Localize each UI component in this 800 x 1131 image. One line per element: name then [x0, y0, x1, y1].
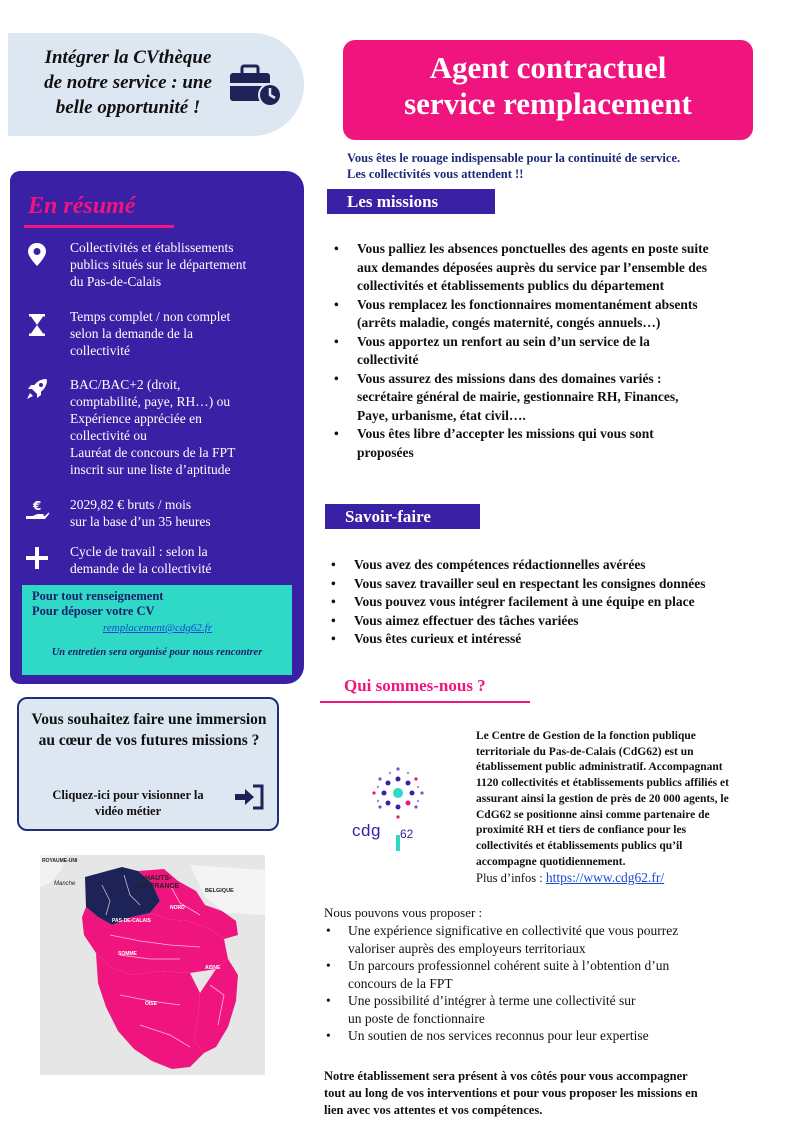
hourglass-icon [24, 312, 50, 338]
cvtheque-banner [8, 33, 304, 136]
list-item: • Vous remplacez les fonctionnaires momentanément absents (arrêts maladie, congés maternité, congés annuels…) [330, 296, 780, 333]
propose-list [324, 922, 764, 1045]
map-label-pas-de-calais: PAS-DE-CALAIS [112, 918, 151, 924]
location-pin-icon [24, 241, 50, 267]
list-item: • Vous assurez des missions dans des domaines variés : secrétaire général de mairie, gestionnaire RH, Finances, Paye, urbanisme, état civil…. [330, 370, 780, 426]
list-item: • Une possibilité d’intégrer à terme une collectivité sur un poste de fonctionnaire [324, 992, 764, 1027]
map-label-oise: OISE [145, 1001, 157, 1007]
summary-text: 2029,82 € bruts / mois sur la base d’un 35 heures [70, 497, 211, 529]
list-item: • Un soutien de nos services reconnus pour leur expertise [324, 1027, 764, 1045]
website-link[interactable]: https://www.cdg62.fr/ [545, 870, 665, 885]
contact-note: Un entretien sera organisé pour nous rencontrer [51, 647, 263, 658]
list-item: • Vous savez travailler seul en respectant les consignes données [327, 575, 787, 594]
list-item: • Vous pouvez vous intégrer facilement à une équipe en place [327, 593, 787, 612]
immersion-box [17, 697, 279, 831]
list-item: • Une expérience significative en collectivité que vous pourrez valoriser auprès des employeurs territoriaux [324, 922, 764, 957]
map-label-hdf-1: HAUTS- [145, 875, 172, 882]
video-link[interactable]: Cliquez-ici pour visionner la vidéo métier [52, 788, 204, 818]
map-label-belgique: BELGIQUE [205, 888, 234, 894]
logo-number: 62 [400, 827, 414, 841]
contact-line1: Pour tout renseignement [32, 589, 164, 603]
savoir-faire-list [327, 556, 787, 649]
map-label-aisne: AISNE [205, 965, 221, 971]
list-item: • Vous êtes curieux et intéressé [327, 630, 787, 649]
savoir-faire-header: Savoir-faire [325, 504, 480, 529]
job-title-box [343, 40, 753, 140]
list-item: • Vous aimez effectuer des tâches variées [327, 612, 787, 631]
region-map [40, 855, 265, 1075]
summary-panel [10, 171, 304, 684]
sign-in-arrow-icon[interactable] [233, 783, 265, 811]
map-label-somme: SOMME [118, 951, 137, 957]
more-info: Plus d’infos : https://www.cdg62.fr/ [476, 870, 665, 885]
qui-sommes-nous-header: Qui sommes-nous ? [344, 676, 486, 695]
rocket-icon [24, 376, 50, 402]
list-item: • Vous êtes libre d’accepter les missions qui vous sont proposées [330, 425, 780, 462]
propose-intro: Nous pouvons vous proposer : [324, 905, 483, 920]
immersion-title: Vous souhaitez faire une immersion au cœur de vos futures missions ? [31, 711, 267, 749]
svg-text:€: € [33, 499, 42, 513]
job-title-line1: Agent contractuel [429, 50, 667, 85]
job-subtitle: Vous êtes le rouage indispensable pour la continuité de service. Les collectivités vous attendent !! [347, 151, 681, 181]
summary-text: Collectivités et établissements publics situés sur le département du Pas-de-Calais [70, 240, 247, 289]
list-item: • Vous avez des compétences rédactionnelles avérées [327, 556, 787, 575]
contact-email-link[interactable]: remplacement@cdg62.fr [103, 622, 212, 634]
summary-title: En résumé [28, 193, 136, 219]
missions-list [330, 240, 780, 462]
organization-description: Le Centre de Gestion de la fonction publique territoriale du Pas-de-Calais (CdG62) est un établissement public administratif. Accompagnant 1120 collectivités et établissements publics affiliés et assurant ainsi la gestion de près de 20 000 agents, le CdG62 se positionne ainsi comme partenaire de proximité RH et tiers de confiance pour les collectivités et établissements publics qu’il accompagne quotidiennement. [476, 730, 729, 868]
plus-icon [24, 545, 50, 571]
qui-sommes-nous-underline [320, 701, 530, 703]
closing-paragraph: Notre établissement sera présent à vos côtés pour vous accompagner tout au long de vos interventions et pour vous proposer les missions en lien avec vos attentes et vos compétences. [324, 1069, 698, 1117]
cdg62-logo-mark [352, 763, 428, 855]
summary-text: Temps complet / non complet selon la demande de la collectivité [70, 309, 231, 358]
map-label-royaume-uni: ROYAUME-UNI [42, 858, 78, 864]
summary-text: BAC/BAC+2 (droit, comptabilité, paye, RH…) ou Expérience appréciée en collectivité ou Lauréat de concours de la FPT inscrit sur une liste d’aptitude [70, 377, 236, 477]
cvtheque-text: Intégrer la CVthèque de notre service : une belle opportunité ! [44, 47, 212, 118]
summary-underline [24, 225, 174, 228]
contact-line2: Pour déposer votre CV [32, 604, 155, 618]
map-label-manche: Manche [54, 881, 76, 887]
list-item: • Vous apportez un renfort au sein d’un service de la collectivité [330, 333, 780, 370]
list-item: • Vous palliez les absences ponctuelles des agents en poste suite aux demandes déposées auprès du service par l’ensemble des collectivités et établissements publics du département [330, 240, 780, 296]
map-label-nord: NORD [170, 905, 185, 911]
missions-header: Les missions [327, 189, 495, 214]
map-label-hdf-2: DE-FRANCE [138, 883, 180, 890]
logo-text: cdg [352, 821, 381, 840]
euro-hand-icon [24, 498, 50, 524]
list-item: • Un parcours professionnel cohérent suite à l’obtention d’un concours de la FPT [324, 957, 764, 992]
summary-text: Cycle de travail : selon la demande de la collectivité [70, 544, 212, 576]
cdg62-logo [352, 763, 428, 855]
contact-box [22, 585, 292, 675]
job-title-line2: service remplacement [404, 86, 692, 121]
briefcase-clock-icon [228, 61, 284, 109]
